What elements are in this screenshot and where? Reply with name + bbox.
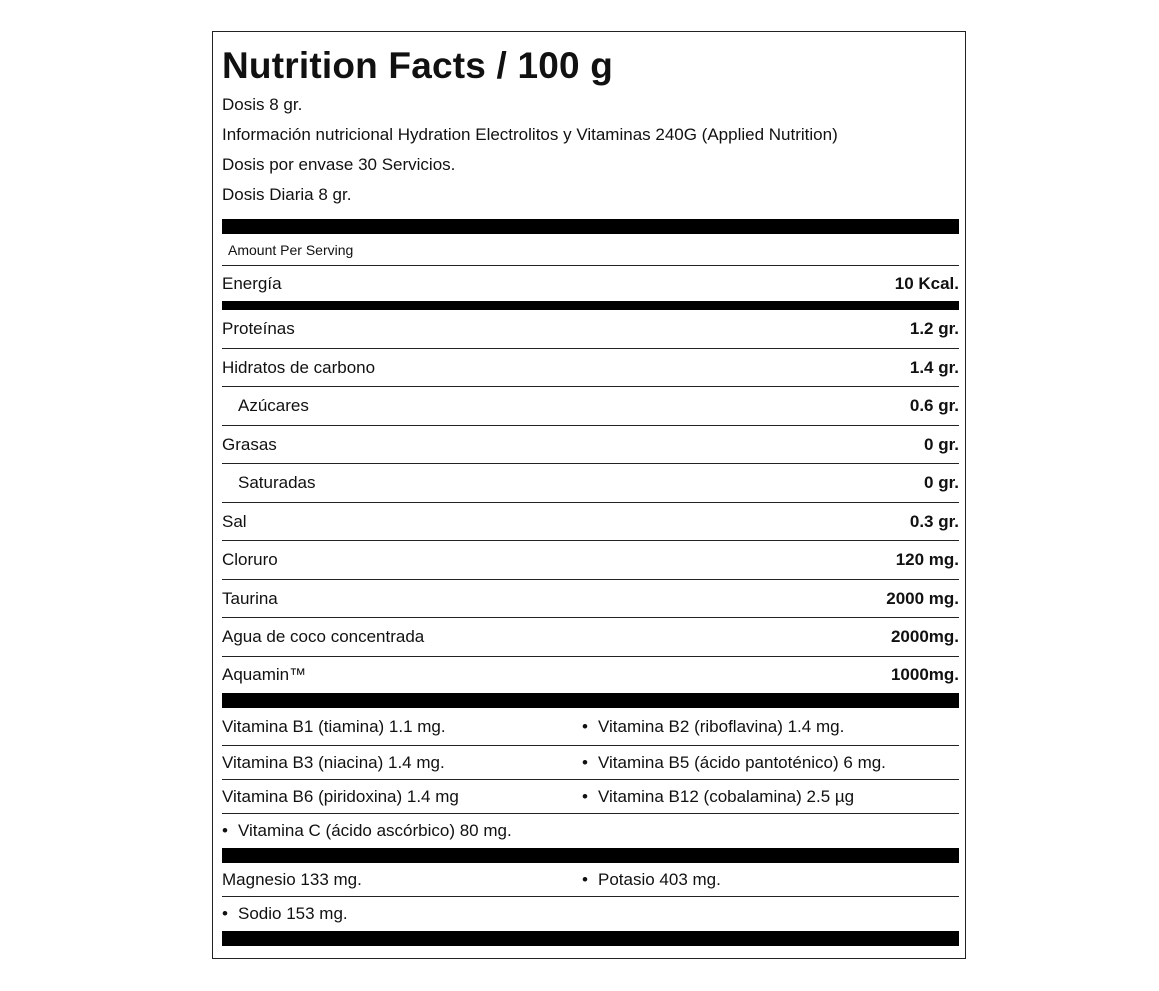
table-row bbox=[222, 426, 959, 464]
info-line: Información nutricional Hydration Electrolitos y Vitaminas 240G (Applied Nutrition) bbox=[222, 125, 838, 144]
table-row bbox=[222, 349, 959, 387]
bullet: • bbox=[582, 716, 588, 736]
bullet: • bbox=[222, 904, 228, 923]
page-title: Nutrition Facts / 100 g bbox=[222, 45, 614, 86]
nutrient-name: Aquamin™ bbox=[222, 665, 307, 684]
nutrient-value: 120 mg. bbox=[895, 550, 959, 569]
amount-per-serving-label: Amount Per Serving bbox=[222, 234, 959, 266]
vitamin-item: • Vitamina B2 (riboflavina) 1.4 mg. bbox=[582, 716, 845, 736]
vitamin-row bbox=[222, 746, 959, 780]
vitamin-row bbox=[222, 708, 959, 746]
table-row bbox=[222, 657, 959, 693]
bullet: • bbox=[582, 869, 588, 889]
vitamin-row bbox=[222, 780, 959, 814]
table-row bbox=[222, 503, 959, 541]
vitamin-item: Vitamina B6 (piridoxina) 1.4 mg bbox=[222, 786, 459, 806]
nutrient-name: Azúcares bbox=[238, 396, 309, 415]
vitamin-item: • Vitamina C (ácido ascórbico) 80 mg. bbox=[222, 821, 512, 840]
nutrient-value: 0 gr. bbox=[924, 473, 959, 492]
vitamin-item: • Vitamina B5 (ácido pantoténico) 6 mg. bbox=[582, 752, 886, 772]
info-line: Dosis por envase 30 Servicios. bbox=[222, 155, 456, 174]
mineral-item: Magnesio 133 mg. bbox=[222, 869, 362, 889]
nutrient-value: 10 Kcal. bbox=[894, 273, 959, 293]
table-row bbox=[222, 310, 959, 349]
nutrient-value: 1.4 gr. bbox=[909, 357, 959, 377]
nutrient-value: 0.3 gr. bbox=[909, 511, 959, 531]
nutrient-value: 2000mg. bbox=[890, 627, 959, 646]
nutrient-value: 2000 mg. bbox=[886, 588, 959, 608]
nutrient-name: Sal bbox=[222, 511, 247, 531]
vitamin-item: Vitamina B1 (tiamina) 1.1 mg. bbox=[222, 716, 446, 736]
vitamin-item: • Vitamina B12 (cobalamina) 2.5 µg bbox=[582, 786, 855, 806]
nutrient-value: 0.6 gr. bbox=[909, 396, 959, 415]
table-row bbox=[222, 464, 959, 503]
nutrient-name: Agua de coco concentrada bbox=[222, 627, 425, 646]
table-row bbox=[222, 580, 959, 618]
nutrition-label bbox=[212, 31, 966, 959]
vitamin-item: Vitamina B3 (niacina) 1.4 mg. bbox=[222, 752, 445, 772]
mineral-item: • Sodio 153 mg. bbox=[222, 904, 348, 923]
thick-divider bbox=[222, 848, 959, 863]
medium-divider bbox=[222, 301, 959, 310]
nutrient-name: Hidratos de carbono bbox=[222, 357, 376, 377]
nutrient-name: Cloruro bbox=[222, 550, 278, 569]
mineral-row bbox=[222, 863, 959, 897]
serving-info bbox=[222, 90, 959, 210]
info-line: Dosis Diaria 8 gr. bbox=[222, 185, 352, 204]
bullet: • bbox=[222, 821, 228, 840]
nutrient-name: Taurina bbox=[222, 588, 278, 608]
energy-row bbox=[222, 266, 959, 301]
nutrient-name: Grasas bbox=[222, 434, 277, 454]
bullet: • bbox=[582, 752, 588, 772]
nutrient-value: 1000mg. bbox=[890, 665, 959, 684]
nutrition-label-content bbox=[222, 32, 959, 946]
thick-divider bbox=[222, 693, 959, 708]
mineral-row bbox=[222, 897, 959, 931]
bullet: • bbox=[582, 786, 588, 806]
table-row bbox=[222, 541, 959, 580]
info-line: Dosis 8 gr. bbox=[222, 95, 303, 114]
nutrient-name: Proteínas bbox=[222, 319, 295, 338]
thick-divider bbox=[222, 931, 959, 946]
nutrient-name: Energía bbox=[222, 273, 282, 293]
vitamin-row bbox=[222, 814, 959, 848]
nutrient-value: 1.2 gr. bbox=[909, 319, 959, 338]
table-row bbox=[222, 618, 959, 657]
nutrient-name: Saturadas bbox=[238, 473, 316, 492]
nutrient-value: 0 gr. bbox=[924, 434, 959, 454]
table-row bbox=[222, 387, 959, 426]
mineral-item: • Potasio 403 mg. bbox=[582, 869, 721, 889]
thick-divider bbox=[222, 219, 959, 234]
